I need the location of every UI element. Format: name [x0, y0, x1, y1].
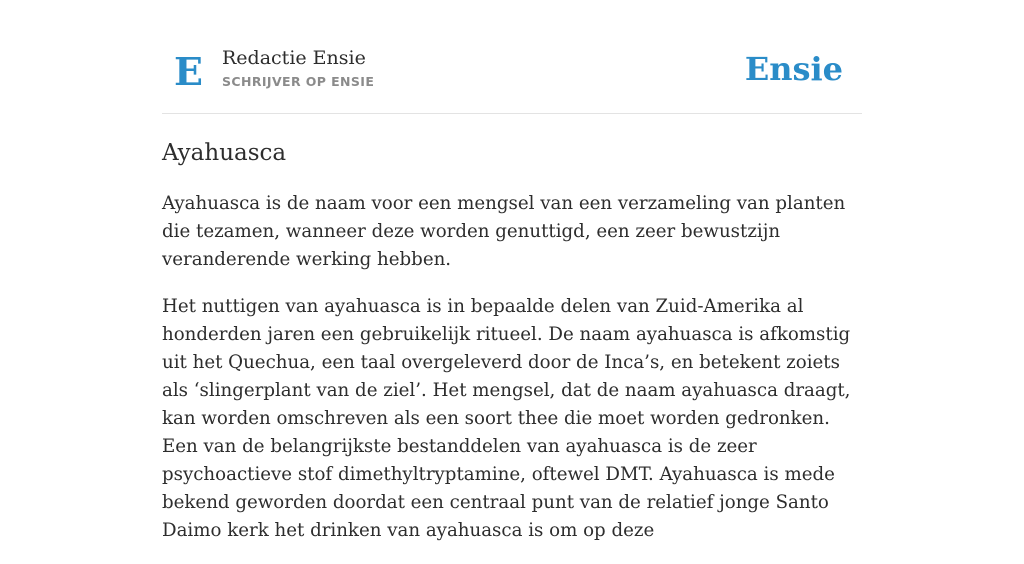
article-title: Ayahuasca [162, 140, 287, 166]
author-header [162, 0, 862, 114]
article-container [162, 0, 862, 541]
article-body [162, 190, 862, 564]
author-role: SCHRIJVER OP ENSIE [222, 74, 375, 89]
author-name[interactable]: Redactie Ensie [222, 47, 366, 69]
article-paragraph: Het nuttigen van ayahuasca is in bepaalde delen van Zuid-Amerika al honderden jaren een gebruikelijk ritueel. De naam ayahuasca is afkomstig uit het Quechua, een taal overgeleverd door de Inca’s, en betekent zoiets als ‘slingerplant van de ziel’. Het mengsel, dat de naam ayahuasca draagt, kan worden omschreven als een soort thee die moet worden gedronken. Een van de belangrijkste bestanddelen van ayahuasca is de zeer psychoactieve stof dimethyltryptamine, oftewel DMT. Ayahuasca is mede bekend geworden doordat een centraal punt van de relatief jonge Santo Daimo kerk het drinken van ayahuasca is om op deze [162, 296, 851, 541]
brand-logo[interactable]: Ensie [744, 50, 843, 88]
article-paragraph: Ayahuasca is de naam voor een mengsel van een verzameling van planten die tezamen, wanneer deze worden genuttigd, een zeer bewustzijn veranderende werking hebben. [162, 193, 846, 270]
author-logo-icon[interactable]: E [174, 49, 203, 94]
